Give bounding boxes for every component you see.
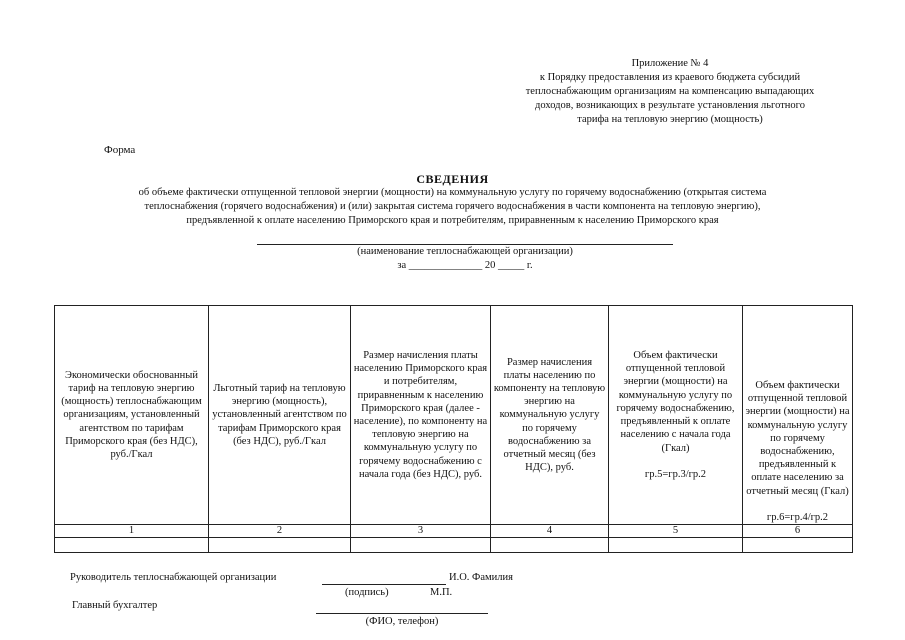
column-number: 2: [209, 525, 351, 538]
empty-data-row: [55, 538, 853, 553]
head-signature-line: [322, 584, 446, 585]
stamp-place: М.П.: [430, 587, 453, 598]
data-cell[interactable]: [491, 538, 609, 553]
accountant-caption: (ФИО, телефон): [365, 616, 439, 627]
table-header-row: [55, 306, 853, 525]
column-header-6: [743, 306, 853, 525]
column-number: 5: [609, 525, 743, 538]
column-header-5-formula: гр.5=гр.3/гр.2: [644, 468, 707, 480]
appendix-line: доходов, возникающих в результате установления льготного: [535, 100, 805, 111]
data-cell[interactable]: [55, 538, 209, 553]
column-number: 3: [351, 525, 491, 538]
appendix-line: к Порядку предоставления из краевого бюджета субсидий: [539, 72, 801, 83]
column-header-2: Льготный тариф на тепловую энергию (мощность), установленный агентством по тарифам Приморского края (без НДС), руб./Гкал: [209, 306, 351, 525]
appendix-line: тарифа на тепловую энергию (мощность): [577, 114, 763, 125]
data-cell[interactable]: [351, 538, 491, 553]
column-header-1: Экономически обоснованный тариф на тепловую энергию (мощность) теплоснабжающим организациям, установленный агентством по тарифам Приморского края (без НДС), руб./Гкал: [55, 306, 209, 525]
data-cell[interactable]: [743, 538, 853, 553]
org-name-line: [257, 244, 673, 245]
column-number: 1: [55, 525, 209, 538]
data-cell[interactable]: [209, 538, 351, 553]
column-header-5: [609, 306, 743, 525]
appendix-number: Приложение № 4: [631, 58, 709, 69]
subtitle-line: предъявленной к оплате населению Приморского края и потребителям, приравненным к населению Приморского края: [186, 215, 719, 226]
column-header-4: Размер начисления платы населению по компоненту на тепловую энергию на коммунальную услугу по горячему водоснабжению за отчетный месяц (без НДС), руб.: [491, 306, 609, 525]
accountant-label: Главный бухгалтер: [72, 600, 158, 611]
head-name: И.О. Фамилия: [449, 572, 513, 583]
document-subtitle: [40, 186, 865, 228]
column-header-5-text: Объем фактически отпущенной тепловой энергии (мощности) на коммунальную услугу по горячему водоснабжению, предъявленный к оплате населению с начала года (Гкал): [616, 350, 735, 454]
signature-caption: (подпись): [345, 587, 389, 598]
column-header-3: Размер начисления платы населению Приморского края и потребителям, приравненным к населению Приморского края (далее - население), по компоненту на тепловую энергию на коммунальную услугу по горячему водоснабжению с начала года (без НДС), руб.: [351, 306, 491, 525]
document-title: СВЕДЕНИЯ: [416, 172, 489, 186]
data-table: [54, 305, 853, 553]
appendix-line: теплоснабжающим организациям на компенсацию выпадающих: [525, 86, 815, 97]
subtitle-line: об объеме фактически отпущенной тепловой энергии (мощности) на коммунальную услугу по горячему водоснабжению (открытая система: [138, 187, 767, 198]
head-signature-label: Руководитель теплоснабжающей организации: [70, 572, 277, 583]
column-number-row: [55, 525, 853, 538]
column-number: 6: [743, 525, 853, 538]
data-cell[interactable]: [609, 538, 743, 553]
column-header-6-text: Объем фактически отпущенной тепловой энергии (мощности) на коммунальную услугу по горячему водоснабжению, предъявленный к оплате населению за отчетный месяц (Гкал): [745, 379, 850, 497]
org-name-caption: (наименование теплоснабжающей организации): [357, 246, 573, 257]
accountant-signature-line: [316, 613, 488, 614]
form-label: Форма: [104, 144, 136, 156]
period-line: за ______________ 20 _____ г.: [397, 260, 533, 271]
column-number: 4: [491, 525, 609, 538]
subtitle-line: теплоснабжения (горячего водоснабжения) и (или) закрытая система горячего водоснабжения в части компонента на тепловую энергию),: [144, 201, 761, 212]
appendix-header: [470, 57, 870, 127]
column-header-6-formula: гр.6=гр.4/гр.2: [766, 511, 829, 523]
